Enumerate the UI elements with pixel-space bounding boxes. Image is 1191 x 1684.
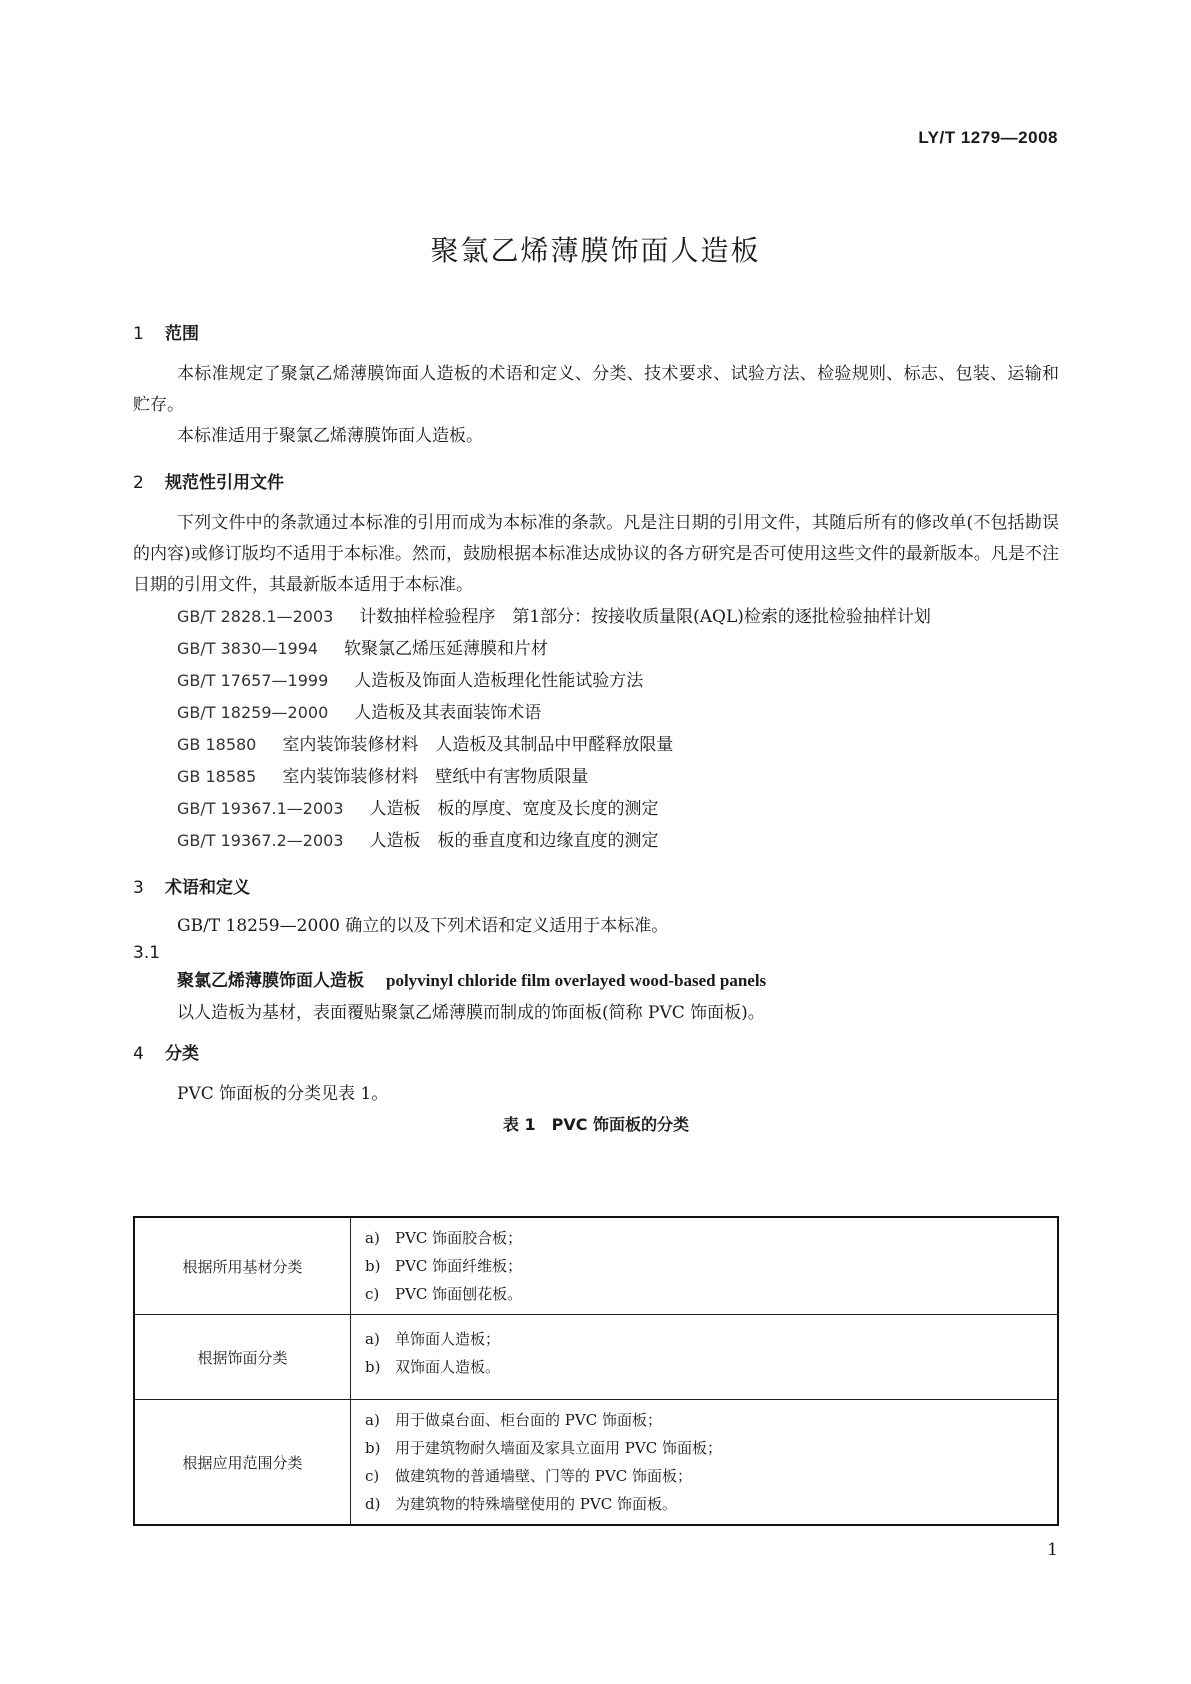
- reference-code: GB/T 18259—2000: [177, 703, 329, 722]
- reference-title: 人造板及其表面装饰术语: [354, 703, 542, 723]
- items-cell: [351, 1217, 1059, 1315]
- section-number: 2: [133, 473, 144, 493]
- scope-paragraph-1: 本标准规定了聚氯乙烯薄膜饰面人造板的术语和定义、分类、技术要求、试验方法、检验规则、标志、包装、运输和贮存。: [133, 364, 1059, 415]
- reference-code: GB/T 17657—1999: [177, 671, 329, 690]
- table-row: [134, 1400, 1058, 1526]
- reference-code: GB/T 19367.1—2003: [177, 799, 344, 818]
- reference-item: [133, 729, 1059, 761]
- category-cell: 根据所用基材分类: [134, 1217, 351, 1315]
- scope-paragraph-2: 本标准适用于聚氯乙烯薄膜饰面人造板。: [177, 426, 483, 446]
- section-1-heading: [133, 323, 1059, 345]
- section-number: 1: [133, 324, 144, 344]
- table-row: [134, 1217, 1058, 1315]
- reference-title: 室内装饰装修材料 壁纸中有害物质限量: [282, 767, 589, 787]
- list-item: b) 用于建筑物耐久墙面及家具立面用 PVC 饰面板；: [365, 1439, 722, 1457]
- list-item: c) 做建筑物的普通墙壁、门等的 PVC 饰面板；: [365, 1467, 692, 1485]
- term-entry: [133, 964, 1059, 998]
- reference-item: [133, 793, 1059, 825]
- reference-item: [133, 697, 1059, 729]
- list-item: a) 用于做桌台面、柜台面的 PVC 饰面板；: [365, 1411, 662, 1429]
- reference-title: 软聚氯乙烯压延薄膜和片材: [344, 639, 549, 659]
- term-definition: 以人造板为基材，表面覆贴聚氯乙烯薄膜而制成的饰面板(简称 PVC 饰面板)。: [177, 1003, 765, 1023]
- section-title: 范围: [165, 324, 199, 344]
- term-english: polyvinyl chloride film overlayed wood-based panels: [386, 971, 767, 990]
- classification-paragraph: PVC 饰面板的分类见表 1。: [177, 1084, 389, 1104]
- reference-title: 人造板 板的垂直度和边缘直度的测定: [369, 831, 659, 851]
- category-cell: 根据饰面分类: [134, 1315, 351, 1400]
- section-number: 4: [133, 1044, 144, 1064]
- reference-code: GB/T 3830—1994: [177, 639, 319, 658]
- list-item: b) PVC 饰面纤维板；: [365, 1257, 523, 1275]
- reference-code: GB/T 19367.2—2003: [177, 831, 344, 850]
- reference-code: GB/T 2828.1—2003: [177, 607, 334, 626]
- list-item: b) 双饰面人造板。: [365, 1358, 501, 1376]
- reference-item: [133, 825, 1059, 857]
- section-title: 术语和定义: [165, 878, 250, 898]
- category-cell: 根据应用范围分类: [134, 1400, 351, 1526]
- page-number: 1: [1047, 1540, 1058, 1560]
- list-item: a) PVC 饰面胶合板；: [365, 1229, 523, 1247]
- section-title: 规范性引用文件: [165, 473, 284, 493]
- items-cell: [351, 1315, 1059, 1400]
- items-cell: [351, 1400, 1059, 1526]
- reference-title: 室内装饰装修材料 人造板及其制品中甲醛释放限量: [282, 735, 674, 755]
- reference-item: [133, 601, 1059, 633]
- reference-item: [133, 633, 1059, 665]
- reference-item: [133, 665, 1059, 697]
- terms-intro-paragraph: GB/T 18259—2000 确立的以及下列术语和定义适用于本标准。: [177, 916, 669, 936]
- table-row: [134, 1315, 1058, 1400]
- document-body: [133, 323, 1059, 1140]
- section-number: 3: [133, 878, 144, 898]
- section-2-heading: [133, 472, 1059, 494]
- section-4-heading: [133, 1043, 1059, 1065]
- list-item: a) 单饰面人造板；: [365, 1330, 501, 1348]
- reference-title: 人造板及饰面人造板理化性能试验方法: [354, 671, 644, 691]
- section-3-heading: [133, 877, 1059, 899]
- reference-item: [133, 761, 1059, 793]
- section-title: 分类: [165, 1044, 199, 1064]
- list-item: d) 为建筑物的特殊墙壁使用的 PVC 饰面板。: [365, 1495, 677, 1513]
- reference-title: 人造板 板的厚度、宽度及长度的测定: [369, 799, 659, 819]
- document-title: 聚氯乙烯薄膜饰面人造板: [430, 234, 761, 267]
- list-item: c) PVC 饰面刨花板。: [365, 1285, 523, 1303]
- reference-code: GB 18580: [177, 735, 257, 754]
- references-intro-paragraph: 下列文件中的条款通过本标准的引用而成为本标准的条款。凡是注日期的引用文件，其随后所有的修改单(不包括勘误的内容)或修订版均不适用于本标准。然而，鼓励根据本标准达成协议的各方研究是否可使用这些文件的最新版本。凡是不注日期的引用文件，其最新版本适用于本标准。: [133, 513, 1059, 595]
- subsection-number: 3.1: [133, 943, 161, 963]
- classification-table: [133, 1216, 1059, 1526]
- term-chinese: 聚氯乙烯薄膜饰面人造板: [177, 971, 364, 991]
- standard-code: LY/T 1279—2008: [918, 128, 1058, 147]
- reference-code: GB 18585: [177, 767, 257, 786]
- table-caption: 表 1 PVC 饰面板的分类: [502, 1115, 690, 1134]
- reference-title: 计数抽样检验程序 第1部分：按接收质量限(AQL)检索的逐批检验抽样计划: [359, 607, 931, 627]
